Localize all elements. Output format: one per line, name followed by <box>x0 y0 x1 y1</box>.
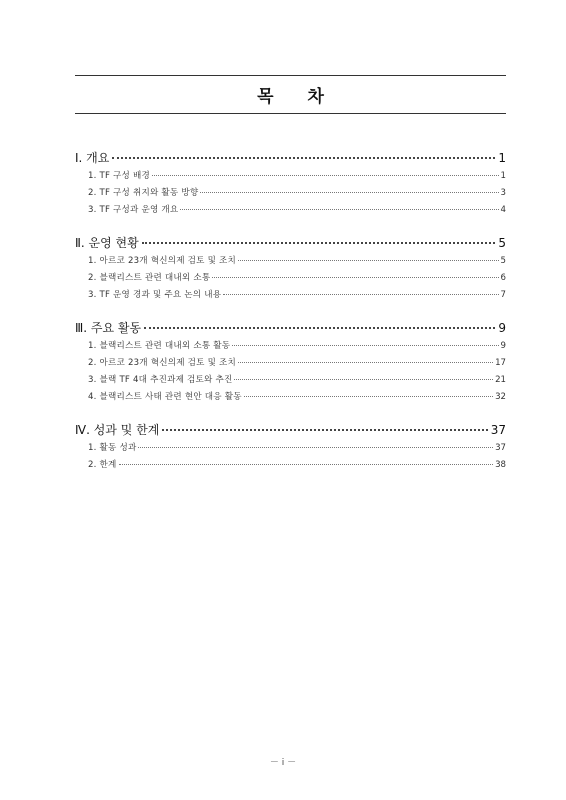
dot-leader <box>238 362 493 363</box>
item-label: 2. 블랙리스트 관련 대내외 소통 <box>88 273 211 283</box>
table-of-contents <box>75 149 506 489</box>
toc-item[interactable] <box>75 254 506 271</box>
dot-leader <box>119 464 494 465</box>
item-label: 1. 블랙리스트 관련 대내외 소통 활동 <box>88 341 231 351</box>
dot-leader <box>144 327 495 329</box>
toc-item[interactable] <box>75 356 506 373</box>
toc-section-heading[interactable] <box>75 149 506 167</box>
item-page-number: 1 <box>500 171 506 181</box>
toc-section-4 <box>75 421 506 475</box>
section-label: Ⅳ. 성과 및 한계 <box>75 423 160 437</box>
dot-leader <box>162 429 487 431</box>
item-label: 3. TF 구성과 운영 개요 <box>88 205 179 215</box>
item-label: 3. 블랙 TF 4대 추진과제 검토와 추진 <box>88 375 233 385</box>
dot-leader <box>138 447 493 448</box>
dot-leader <box>232 345 498 346</box>
item-label: 2. TF 구성 취지와 활동 방향 <box>88 188 199 198</box>
toc-section-3 <box>75 319 506 407</box>
item-page-number: 3 <box>500 188 506 198</box>
section-page-number: 5 <box>498 236 506 250</box>
dot-leader <box>200 192 498 193</box>
item-label: 1. 활동 성과 <box>88 443 137 453</box>
item-page-number: 6 <box>500 273 506 283</box>
toc-section-1 <box>75 149 506 220</box>
toc-item[interactable] <box>75 373 506 390</box>
dot-leader <box>238 260 498 261</box>
page-footer: － i － <box>269 758 297 768</box>
item-label: 3. TF 운영 경과 및 주요 논의 내용 <box>88 290 222 300</box>
item-page-number: 38 <box>495 460 506 470</box>
item-page-number: 17 <box>495 358 506 368</box>
item-page-number: 4 <box>500 205 506 215</box>
item-page-number: 9 <box>500 341 506 351</box>
toc-item[interactable] <box>75 186 506 203</box>
toc-section-2 <box>75 234 506 305</box>
item-page-number: 32 <box>495 392 506 402</box>
section-page-number: 37 <box>490 423 506 437</box>
toc-section-heading[interactable] <box>75 234 506 252</box>
toc-section-heading[interactable] <box>75 319 506 337</box>
dot-leader <box>180 209 498 210</box>
item-page-number: 37 <box>495 443 506 453</box>
toc-section-heading[interactable] <box>75 421 506 439</box>
page-title: 목 차 <box>257 87 338 107</box>
item-label: 2. 한계 <box>88 460 117 470</box>
toc-item[interactable] <box>75 441 506 458</box>
item-label: 2. 아르코 23개 혁신의제 검토 및 조치 <box>88 358 237 368</box>
toc-item[interactable] <box>75 390 506 407</box>
item-page-number: 21 <box>495 375 506 385</box>
item-label: 1. 아르코 23개 혁신의제 검토 및 조치 <box>88 256 237 266</box>
dot-leader <box>234 379 493 380</box>
item-label: 4. 블랙리스트 사태 관련 현안 대응 활동 <box>88 392 242 402</box>
dot-leader <box>152 175 499 176</box>
dot-leader <box>223 294 498 295</box>
section-page-number: 9 <box>498 321 506 335</box>
dot-leader <box>142 242 496 244</box>
toc-item[interactable] <box>75 169 506 186</box>
dot-leader <box>212 277 498 278</box>
toc-item[interactable] <box>75 288 506 305</box>
item-page-number: 7 <box>500 290 506 300</box>
section-label: Ⅱ. 운영 현황 <box>75 236 139 250</box>
toc-item[interactable] <box>75 458 506 475</box>
section-label: Ⅰ. 개요 <box>75 151 110 165</box>
section-page-number: 1 <box>498 151 506 165</box>
toc-item[interactable] <box>75 339 506 356</box>
section-label: Ⅲ. 주요 활동 <box>75 321 142 335</box>
dot-leader <box>244 396 493 397</box>
toc-item[interactable] <box>75 203 506 220</box>
toc-item[interactable] <box>75 271 506 288</box>
dot-leader <box>112 157 495 159</box>
item-label: 1. TF 구성 배경 <box>88 171 150 181</box>
item-page-number: 5 <box>500 256 506 266</box>
title-block <box>75 75 506 114</box>
